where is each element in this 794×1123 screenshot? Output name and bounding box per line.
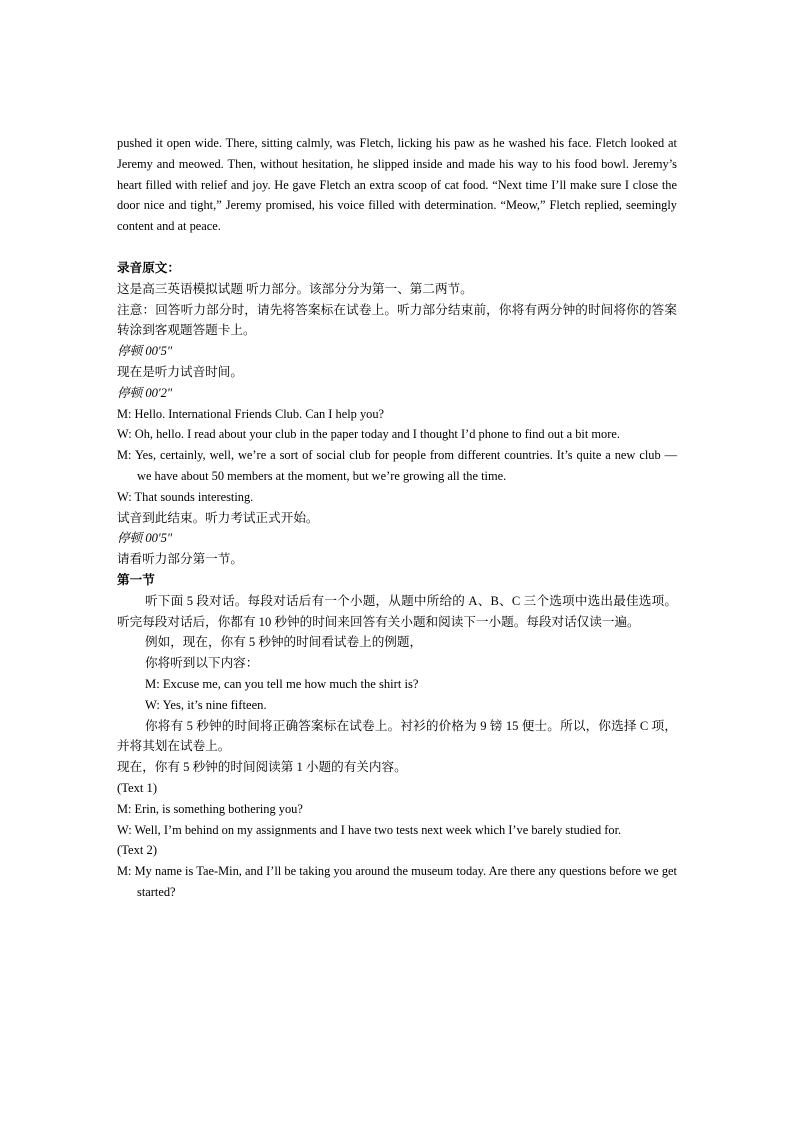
example-dialog-line: W: Yes, it’s nine fifteen. (145, 697, 267, 712)
dialog-line: M: Erin, is something bothering you? (117, 801, 303, 816)
text2-label: (Text 2) (117, 843, 158, 858)
dialog-line: W: Oh, hello. I read about your club in the paper today and I thought I’d phone to find out a bit more. (117, 427, 620, 442)
section1-instructions: 听下面 5 段对话。每段对话后有一个小题，从题中所给的 A、B、C 三个选项中选出最佳选项。听完每段对话后，你都有 10 秒钟的时间来回答有关小题和阅读下一小题。每段对话仅读一遍。 (117, 593, 677, 629)
trial-end-line: 试音到此结束。听力考试正式开始。 (117, 510, 319, 525)
section1-title: 第一节 (117, 572, 155, 587)
example-intro: 例如，现在，你有 5 秒钟的时间看试卷上的例题， (145, 635, 423, 650)
part1-prompt: 请看听力部分第一节。 (117, 552, 243, 567)
dialog-line: M: Yes, certainly, well, we’re a sort of social club for people from different countries. It’s quite a new club — we have about 50 members at the moment, but we’re growing all the time. (117, 448, 677, 483)
pause-marker: 停顿 00'2" (117, 385, 173, 400)
pause-marker: 停顿 00'5" (117, 344, 173, 359)
transcript-heading: 录音原文： (117, 260, 180, 275)
dialog-line: M: My name is Tae-Min, and I’ll be taking you around the museum today. Are there any questions before we get started? (117, 864, 677, 899)
intro-line: 这是高三英语模拟试题 听力部分。该部分分为第一、第二两节。 (117, 281, 473, 296)
example-answer: 你将有 5 秒钟的时间将正确答案标在试卷上。衬衫的价格为 9 镑 15 便士。所以，你选择 C 项，并将其划在试卷上。 (117, 718, 677, 754)
example-dialog-line: M: Excuse me, can you tell me how much the shirt is? (145, 676, 419, 691)
spacer (117, 237, 677, 258)
text1-label: (Text 1) (117, 780, 158, 795)
dialog-line: W: That sounds interesting. (117, 489, 254, 504)
notice-paragraph: 注意：回答听力部分时，请先将答案标在试卷上。听力部分结束前，你将有两分钟的时间将你的答案转涂到客观题答题卡上。 (117, 302, 677, 338)
document-page (117, 133, 677, 903)
pause-marker: 停顿 00'5" (117, 531, 173, 546)
example-hear: 你将听到以下内容： (145, 656, 259, 671)
story-paragraph: pushed it open wide. There, sitting calmly, was Fletch, licking his paw as he washed his face. Fletch looked at Jeremy and meowed. Then, without hesitation, he slipped inside and made his way to his food bowl. Jeremy’s heart filled with relief and joy. He gave Fletch an extra scoop of cat food. “Next time I’ll make sure I close the door nice and tight,” Jeremy promised, his voice filled with determination. “Meow,” Fletch replied, seemingly content and at peace. (117, 136, 677, 234)
trial-line: 现在是听力试音时间。 (117, 364, 243, 379)
dialog-line: W: Well, I’m behind on my assignments and I have two tests next week which I’ve barely studied for. (117, 822, 622, 837)
read-q1-line: 现在，你有 5 秒钟的时间阅读第 1 小题的有关内容。 (117, 760, 407, 775)
dialog-line: M: Hello. International Friends Club. Can I help you? (117, 406, 385, 421)
